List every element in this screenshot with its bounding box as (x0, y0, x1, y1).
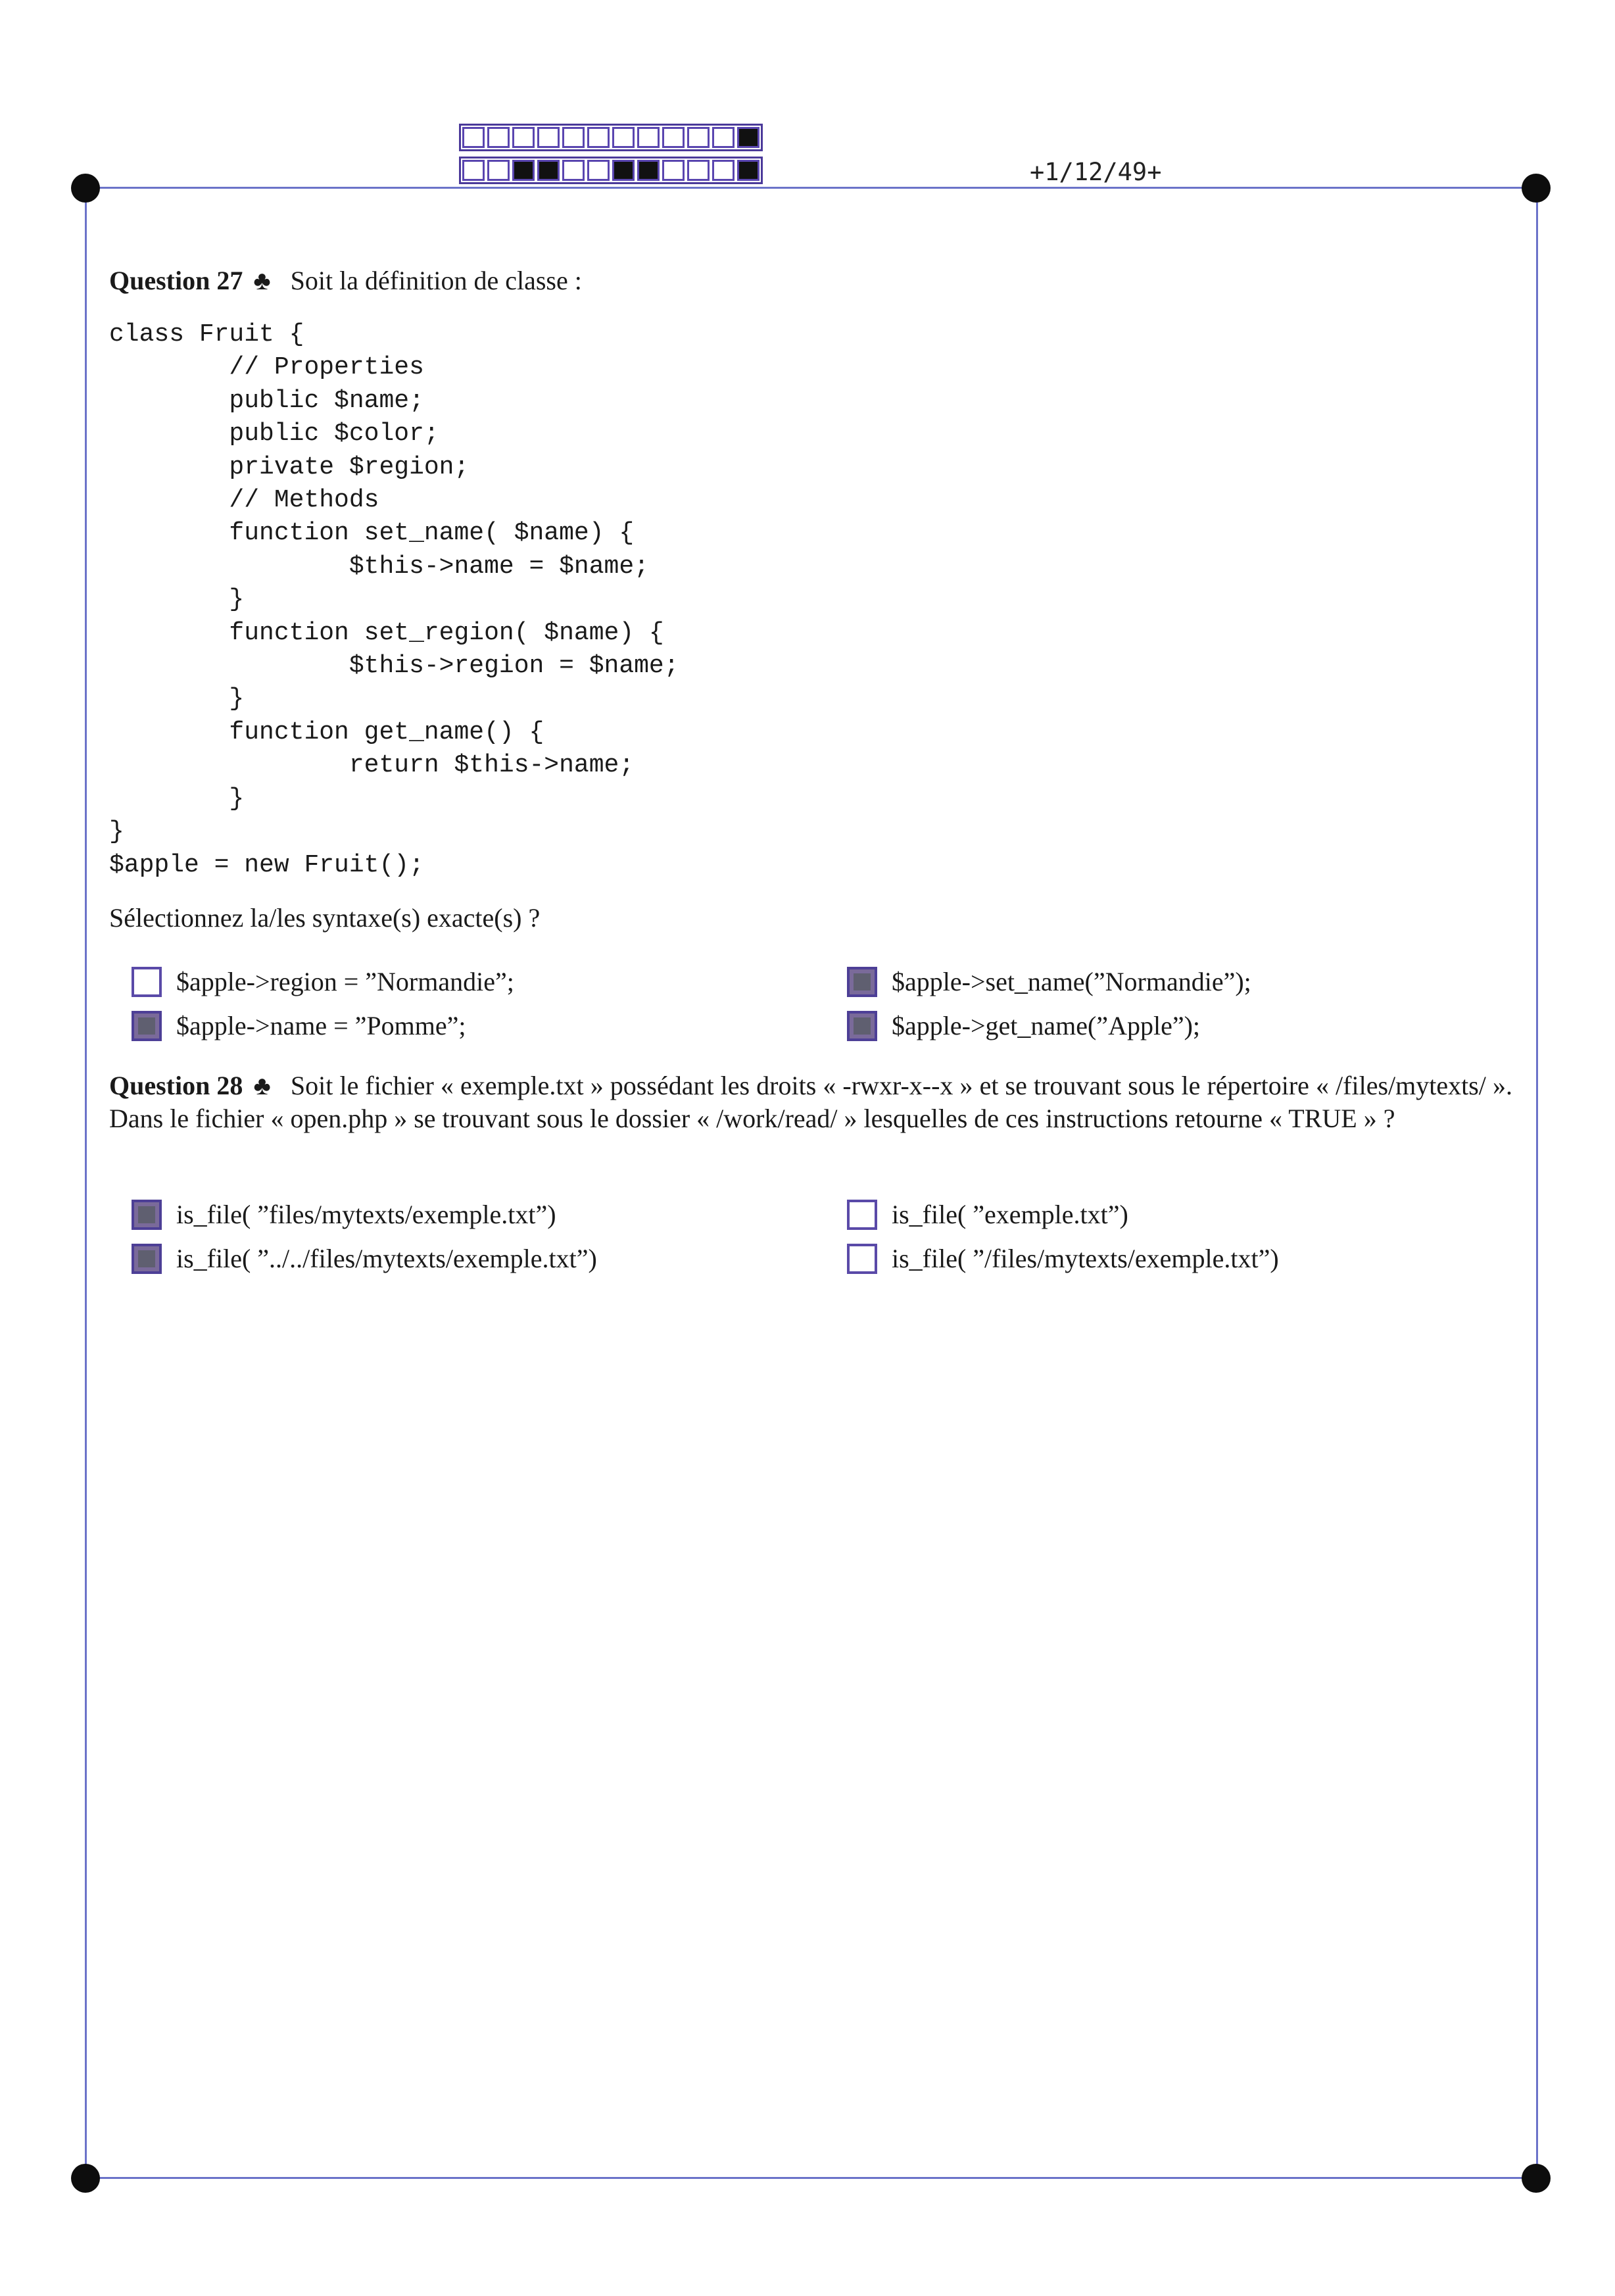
code-cell (737, 127, 759, 148)
corner-mark-top-left (71, 174, 100, 203)
checkbox[interactable] (847, 1011, 877, 1041)
code-cell (737, 160, 759, 181)
page-code-row-1 (459, 124, 763, 151)
answer-option[interactable] (847, 965, 1251, 998)
code-cell (612, 127, 635, 148)
code-cell (587, 127, 610, 148)
checkbox[interactable] (132, 1244, 162, 1274)
question-label: Question 27 (109, 266, 243, 295)
answer-text: $apple->get_name(”Apple”); (892, 1011, 1201, 1040)
code-cell (562, 160, 585, 181)
code-cell (537, 160, 560, 181)
question-label: Question 28 (109, 1071, 243, 1100)
frame-top-line (85, 187, 1539, 189)
page-code-row-2 (459, 157, 763, 184)
checkbox[interactable] (132, 967, 162, 997)
frame-right-line (1536, 187, 1538, 2178)
answer-text: $apple->name = ”Pomme”; (176, 1011, 466, 1040)
club-icon: ♣ (253, 266, 271, 295)
answer-text: is_file( ”/files/mytexts/exemple.txt”) (892, 1244, 1279, 1273)
checkbox[interactable] (847, 967, 877, 997)
code-cell (687, 160, 710, 181)
frame-bottom-line (85, 2177, 1539, 2179)
code-cell (587, 160, 610, 181)
code-cell (562, 127, 585, 148)
answer-text: $apple->region = ”Normandie”; (176, 967, 514, 996)
code-cell (512, 160, 535, 181)
answer-option[interactable] (132, 1010, 466, 1042)
corner-mark-bottom-right (1522, 2164, 1551, 2193)
code-cell (662, 127, 685, 148)
answer-option[interactable] (132, 965, 514, 998)
code-cell (662, 160, 685, 181)
answer-text: is_file( ”../../files/mytexts/exemple.txt”) (176, 1244, 597, 1273)
answer-text: is_file( ”exemple.txt”) (892, 1200, 1128, 1229)
code-cell (712, 160, 735, 181)
answer-text: is_file( ”files/mytexts/exemple.txt”) (176, 1200, 556, 1229)
code-cell (637, 160, 660, 181)
answer-option[interactable] (132, 1242, 597, 1275)
code-cell (712, 127, 735, 148)
frame-left-line (85, 187, 87, 2178)
code-cell (462, 160, 485, 181)
corner-mark-top-right (1522, 174, 1551, 203)
code-cell (637, 127, 660, 148)
question-28-header (109, 1069, 1512, 1135)
checkbox[interactable] (847, 1200, 877, 1230)
club-icon: ♣ (253, 1071, 271, 1100)
code-cell (537, 127, 560, 148)
answer-text: $apple->set_name(”Normandie”); (892, 967, 1251, 996)
checkbox[interactable] (132, 1011, 162, 1041)
checkbox[interactable] (847, 1244, 877, 1274)
code-cell (612, 160, 635, 181)
checkbox[interactable] (132, 1200, 162, 1230)
answer-option[interactable] (847, 1242, 1279, 1275)
question-prompt: Sélectionnez la/les syntaxe(s) exacte(s) ? (109, 903, 541, 933)
code-block: class Fruit { // Properties public $name; public $color; private $region; // Methods function set_name( $name) { $this->name = $name; } function set_region( $name) { $this->region = $name; } function get_name() { return $this->name; } } $apple = new Fruit(); (109, 320, 679, 879)
question-text: Soit le fichier « exemple.txt » possédant les droits « -rwxr-x--x » et se trouvant sous le répertoire « /files/mytexts/ ». Dans le fichier « open.php » se trouvant sous le dossier « /work/read/ » lesquelles de ces instructions retourne « TRUE » ? (109, 1071, 1513, 1133)
answer-option[interactable] (847, 1198, 1128, 1231)
code-cell (487, 127, 510, 148)
answer-option[interactable] (847, 1010, 1200, 1042)
page-id: +1/12/49+ (1030, 158, 1162, 186)
code-cell (462, 127, 485, 148)
question-text: Soit la définition de classe : (290, 266, 582, 295)
code-cell (512, 127, 535, 148)
answer-option[interactable] (132, 1198, 556, 1231)
corner-mark-bottom-left (71, 2164, 100, 2193)
code-cell (687, 127, 710, 148)
question-27-header (109, 264, 582, 297)
code-cell (487, 160, 510, 181)
